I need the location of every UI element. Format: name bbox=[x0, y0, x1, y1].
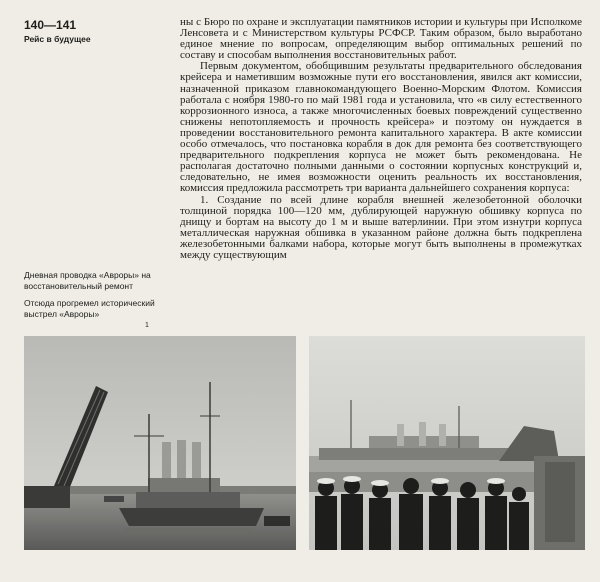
page-numbers: 140—141 bbox=[24, 18, 77, 32]
paragraph-1: ны с Бюро по охране и эксплуатации памятников истории и культуры при Исполкоме Ленсовета и с Министерством культуры РСФСР. Таким образом, было выработано единое мнение по вопросам, определяющим выбор оптимальных решений по составу и способам выполнения восстановительных работ. bbox=[180, 17, 582, 62]
caption-left-photo: Дневная проводка «Авроры» на восстановительный ремонт bbox=[24, 270, 151, 291]
photo-drawbridge-cruiser bbox=[24, 336, 296, 550]
paragraph-2: Первым документом, обобщившим результаты предварительного обследования крейсера и наметившим возможные пути его восстановления, явился акт комиссии, назначенной приказом главнокомандующего Военно-Морским Флотом. Комиссия работала с ноября 1980-го по май 1981 года и установила, что «в силу естественного коррозионного износа, а также многочисленных боевых повреждений существенно снижены непотопляемость и прочность крейсера» и поэтому он нуждается в проведении восстановительного ремонта капитального характера. В акте комиссии особо отмечалось, что постановка корабля в док для ремонта без соответствующего предварительного подкрепления корпуса не может быть рекомендована. Не располагая достаточно полными данными о состоянии корпусных конструкций и, следовательно, не имея возможности оценить реальность их восстановления, комиссия предложила рассмотреть три варианта дальнейшего сохранения корпуса: bbox=[180, 60, 582, 195]
photo-captions bbox=[24, 270, 174, 326]
body-text bbox=[180, 17, 582, 327]
photo-sailors-cruiser-image bbox=[309, 336, 585, 550]
page-header bbox=[24, 18, 174, 45]
photo-sailors-cruiser bbox=[309, 336, 585, 550]
caption-marker: 1 bbox=[145, 322, 149, 329]
caption-right-photo: Отсюда прогремел исторический выстрел «Авроры» bbox=[24, 298, 155, 319]
section-title: Рейс в будущее bbox=[24, 34, 91, 44]
photo-drawbridge-cruiser-image bbox=[24, 336, 296, 550]
paragraph-3: 1. Создание по всей длине корабля внешней железобетонной оболочки толщиной порядка 100—120 мм, дублирующей наружную обшивку корпуса по днищу и бортам на высоту до 1 м и выше ватерлинии. При этом изнутри корпуса металлическая наружная обшивка в указанном районе должна быть подкреплена железобетонными балками набора, которые могут быть выполнены в промежутках между существующим bbox=[180, 193, 582, 261]
